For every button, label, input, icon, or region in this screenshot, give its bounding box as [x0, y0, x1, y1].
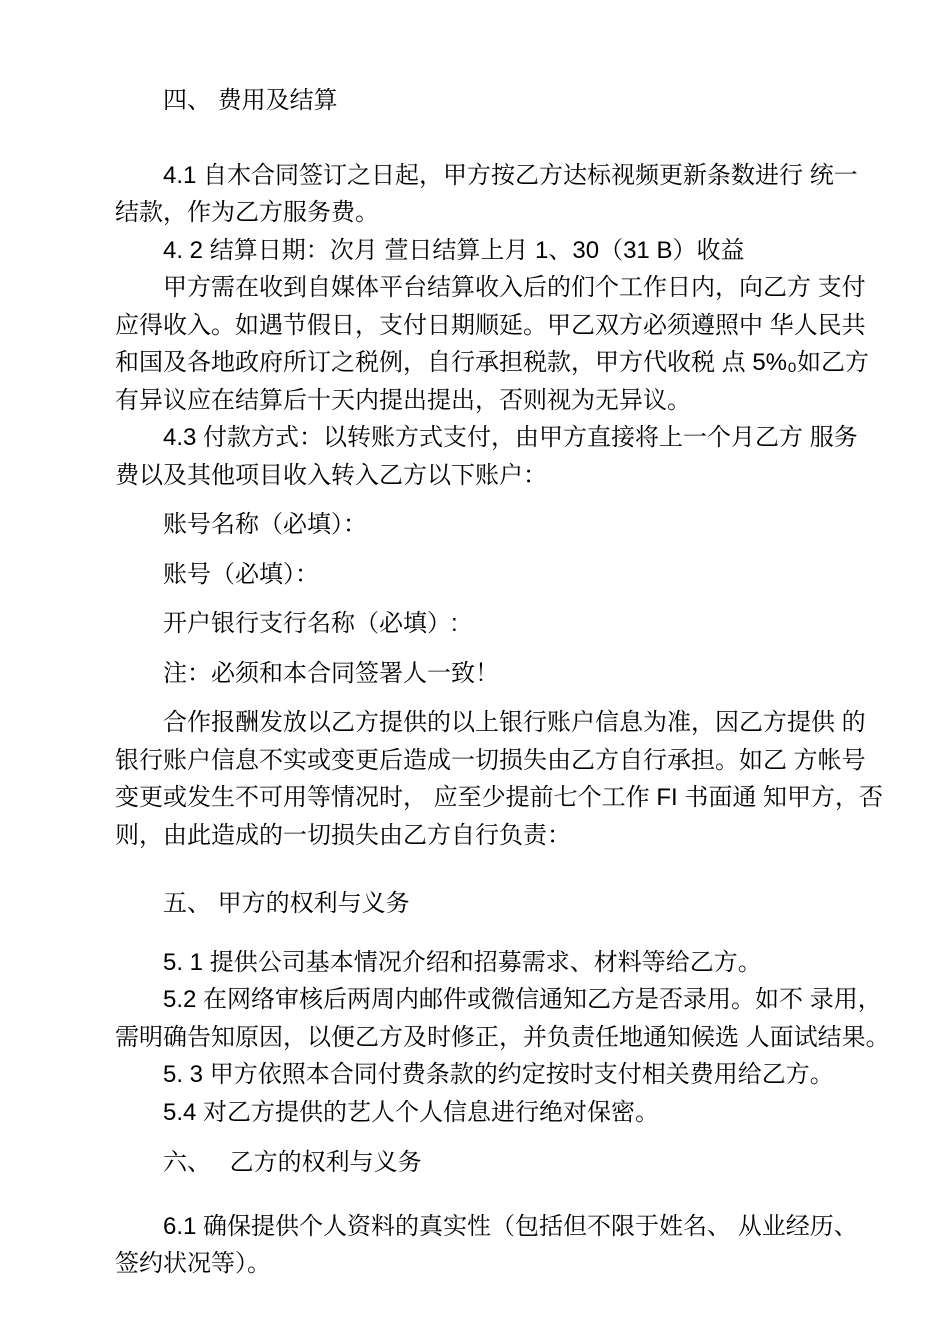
para-bank-liability-line-3: 变更或发生不可用等情况时， 应至少提前七个工作 FI 书面通 知甲方，否 [115, 784, 883, 811]
para-5-4: 5.4 对乙方提供的艺人个人信息进行绝对保密。 [163, 1098, 660, 1126]
para-4-2-line-1: 4. 2 结算日期：次月 萱日结算上月 1、30（31 B）收益 [163, 236, 745, 264]
para-bank-liability-line-1: 合作报酬发放以乙方提供的以上银行账户信息为准，因乙方提供 的 [163, 709, 866, 736]
section-6-heading: 六、 乙方的权利与义务 [163, 1149, 422, 1176]
bank-branch-label: 开户银行支行名称（必填）: [163, 610, 458, 637]
para-4-2-detail [115, 269, 869, 419]
para-6-1-line-1: 6.1 确保提供个人资料的真实性（包括但不限于姓名、 从业经历、 [163, 1212, 858, 1240]
signer-consistency-note: 注：必须和本合同签署人一致！ [163, 659, 499, 687]
para-4-1-line-2: 结款，作为乙方服务费。 [115, 199, 379, 226]
para-bank-liability-line-4: 则，由此造成的一切损失由乙方自行负责： [115, 821, 571, 849]
para-4-1 [115, 157, 862, 232]
section-4-heading: 四、 费用及结算 [163, 87, 338, 114]
para-4-3-line-1: 4.3 付款方式：以转账方式支付，由甲方直接将上一个月乙方 服务 [163, 424, 858, 451]
account-number-label: 账号（必填）： [163, 560, 319, 588]
para-4-2 [115, 232, 862, 270]
para-5-2-line-2: 需明确告知原因，以便乙方及时修正，并负责任地通知候选 人面试结果。 [115, 1023, 890, 1051]
para-6-1 [115, 1208, 862, 1283]
para-4-2-detail-line-2: 应得收入。如遇节假日，支付日期顺延。甲乙双方必须遵照中 华人民共 [115, 311, 866, 339]
para-4-3-line-2: 费以及其他项目收入转入乙方以下账户： [115, 461, 547, 489]
para-5-2-line-1: 5.2 在网络审核后两周内邮件或微信通知乙方是否录用。如不 录用， [163, 986, 882, 1013]
para-5-2 [115, 981, 890, 1056]
para-4-3 [115, 419, 862, 494]
para-bank-liability [115, 704, 883, 854]
para-4-2-detail-line-4: 有异议应在结算后十天内提出提出，否则视为无异议。 [115, 386, 691, 414]
account-name-label: 账号名称（必填）： [163, 511, 367, 538]
section-5-heading: 五、 甲方的权利与义务 [163, 890, 410, 917]
para-6-1-line-2: 签约状况等）。 [115, 1250, 271, 1277]
para-4-1-line-1: 4.1 自木合同签订之日起，甲方按乙方达标视频更新条数进行 统一 [163, 161, 858, 189]
para-5-1: 5. 1 提供公司基本情况介绍和招募需求、材料等给乙方。 [163, 948, 762, 976]
para-4-2-detail-line-1: 甲方需在收到自媒体平台结算收入后的们个工作日内，向乙方 支付 [163, 274, 866, 301]
para-5-3: 5. 3 甲方依照本合同付费条款的约定按时支付相关费用给乙方。 [163, 1061, 834, 1088]
para-bank-liability-line-2: 银行账户信息不实或变更后造成一切损失由乙方自行承担。如乙 方帐号 [115, 746, 866, 774]
para-4-2-detail-line-3: 和国及各地政府所订之税例，自行承担税款，甲方代收税 点 5%₀如乙方 [115, 349, 869, 376]
